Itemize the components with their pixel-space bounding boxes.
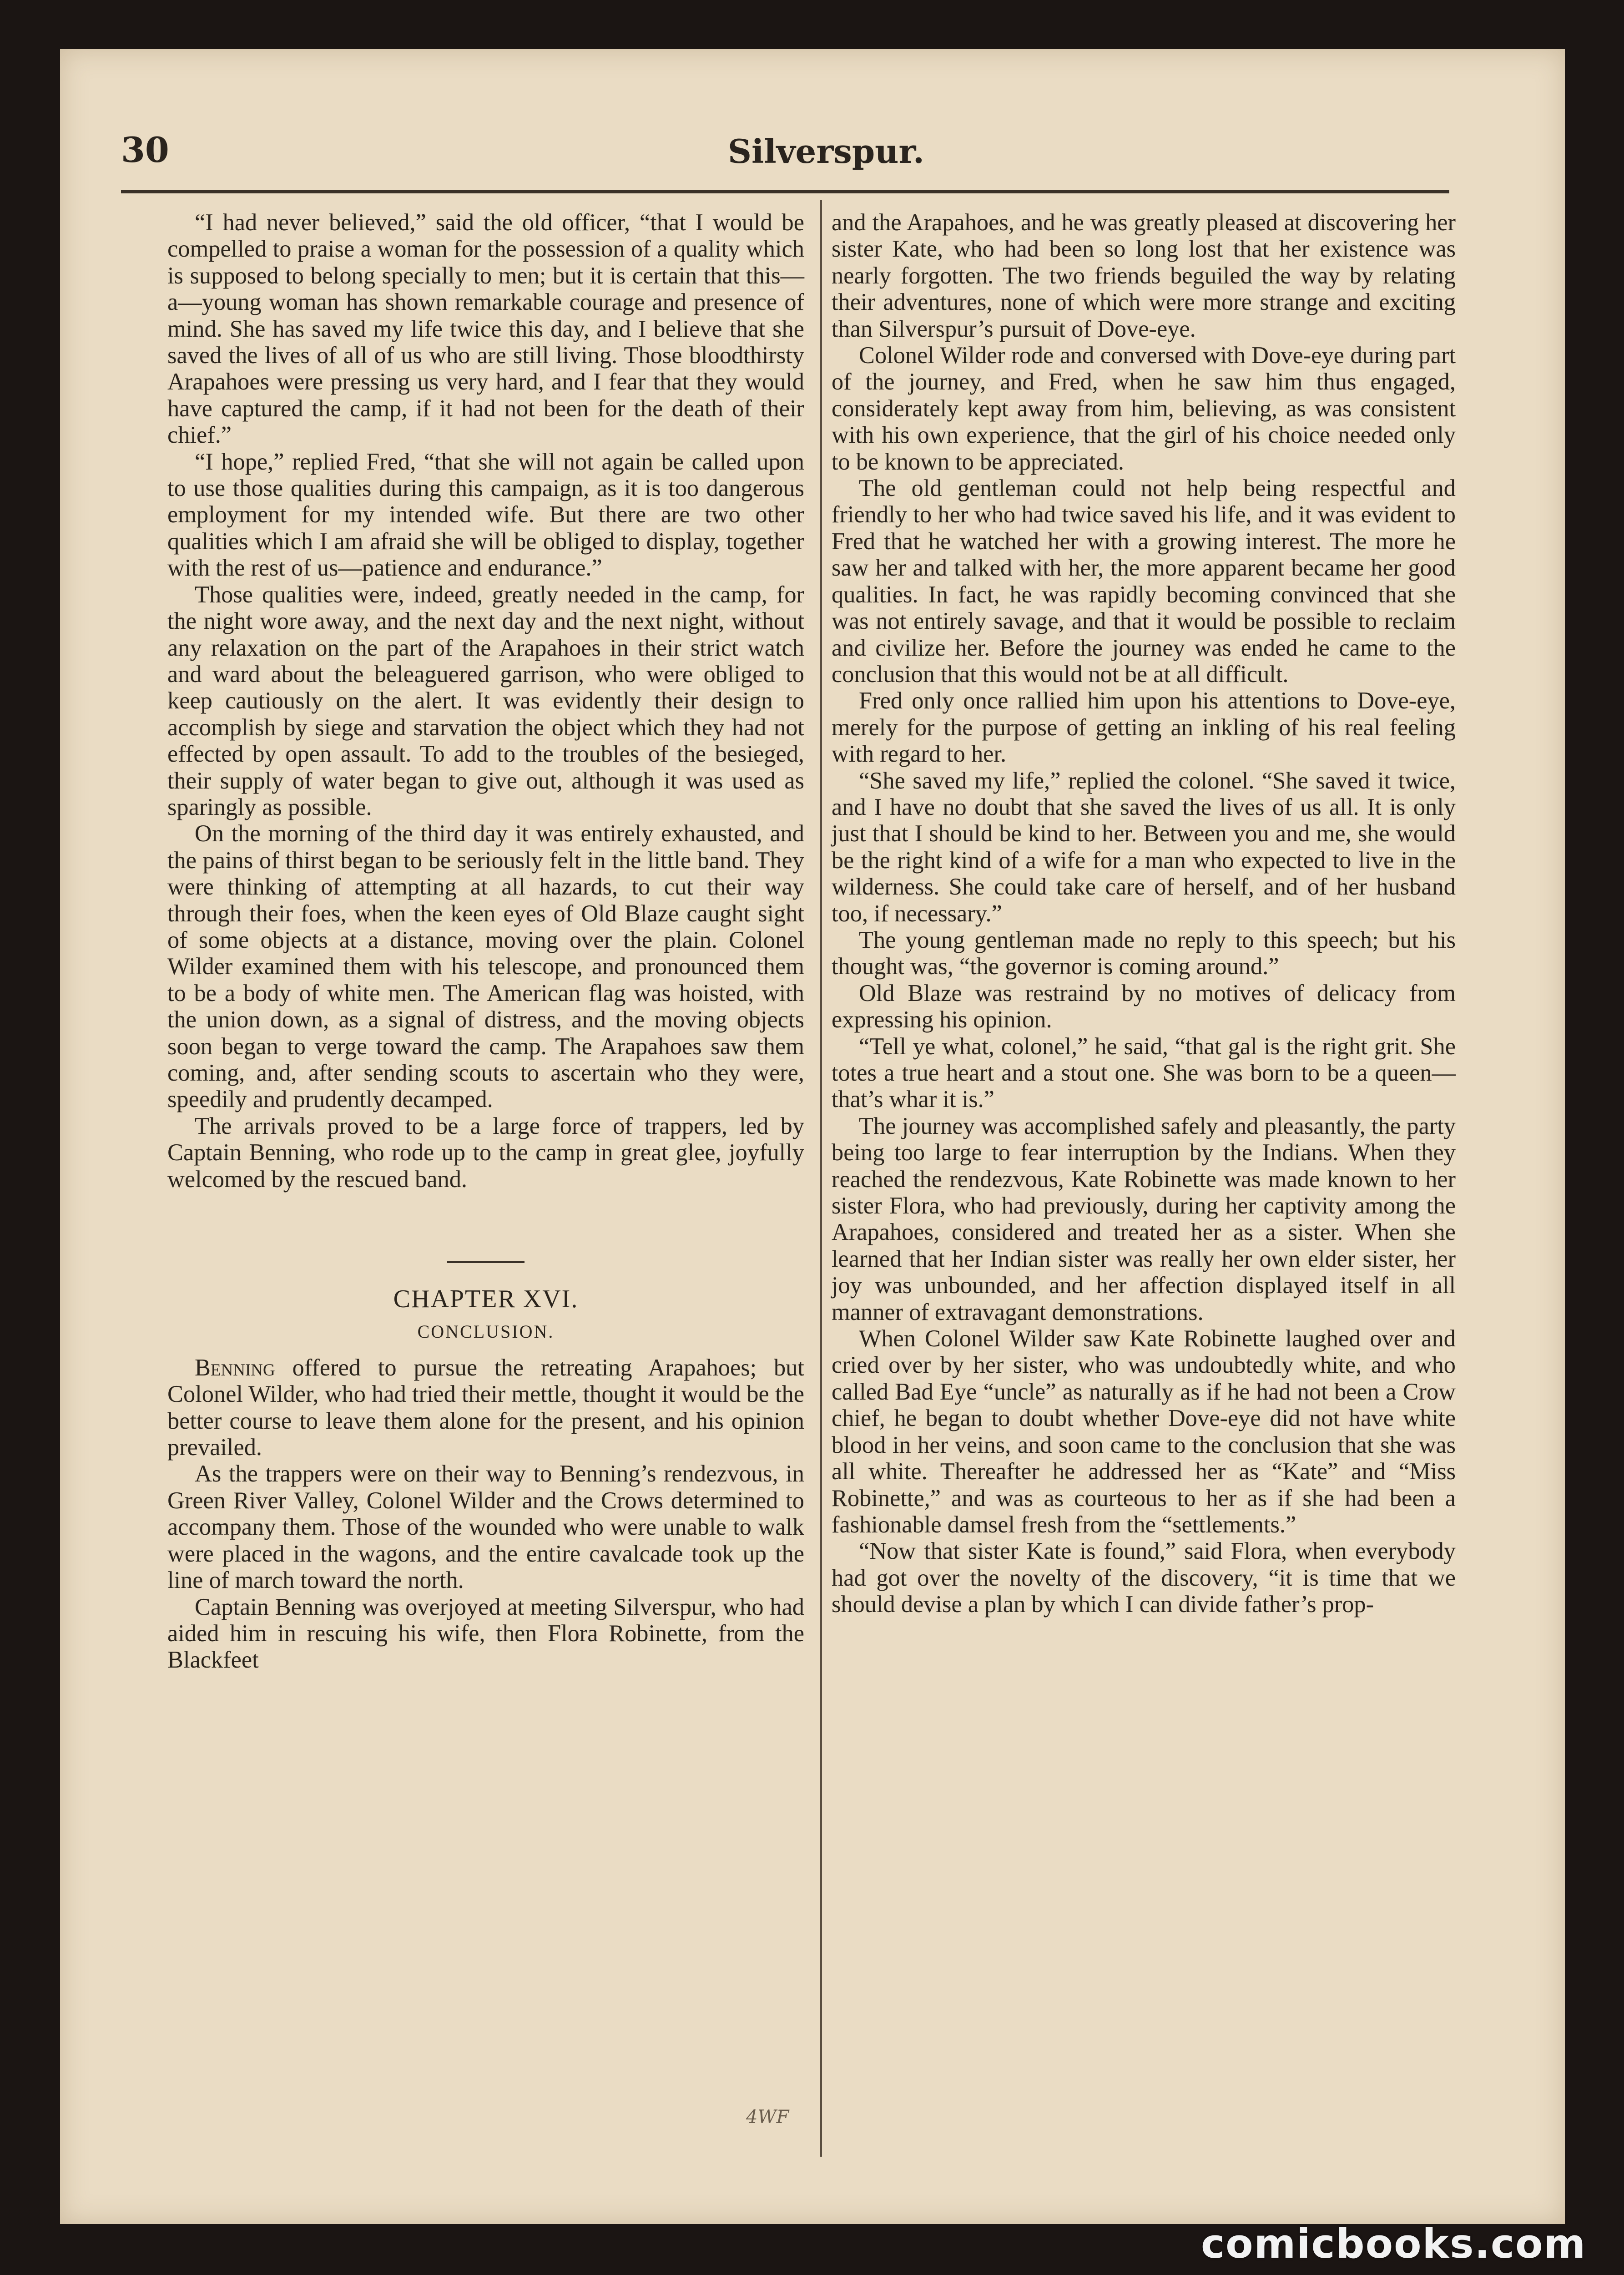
- paragraph: Captain Benning was overjoyed at meeting Silverspur, who had aided him in rescuing his wife, then Flora Robinette, from the Blackfeet: [167, 1593, 804, 1673]
- running-title: Silverspur.: [728, 132, 924, 171]
- paragraph: The young gentleman made no reply to this speech; but his thought was, “the governor is coming around.”: [832, 926, 1456, 980]
- paragraph: When Colonel Wilder saw Kate Robinette laughed over and cried over by her sister, who was undoubtedly white, and who called Bad Eye “uncle” as naturally as if he had not been a Crow chief, he began to doubt whether Dove-eye did not have white blood in her veins, and soon came to the conclusion that she was all white. Thereafter he addressed her as “Kate” and “Miss Robinette,” and was as courteous to her as if she had been a fashionable damsel fresh from the “settlements.”: [832, 1325, 1456, 1538]
- paragraph: “I had never believed,” said the old officer, “that I would be compelled to praise a woman for the possession of a quality which is supposed to belong specially to men; but it is certain that this—a—young woman has shown remarkable courage and presence of mind. She has saved my life twice this day, and I believe that she saved the lives of all of us who are still living. Those bloodthirsty Arapahoes were pressing us very hard, and I fear that they would have captured the camp, if it had not been for the death of their chief.”: [167, 209, 804, 449]
- right-column: [832, 209, 1456, 1618]
- lead-word: Benning: [195, 1354, 275, 1381]
- paragraph: and the Arapahoes, and he was greatly pleased at discovering her sister Kate, who had been so long lost that her existence was nearly forgotten. The two friends beguiled the way by relating their adventures, none of which were more strange and exciting than Silverspur’s pursuit of Dove-eye.: [832, 209, 1456, 342]
- paragraph: “She saved my life,” replied the colonel. “She saved it twice, and I have no doubt that she saved the lives of us all. It is only just that I should be kind to her. Between you and me, she would be the right kind of a wife for a man who expected to live in the wilderness. She could take care of herself, and of her husband too, if necessary.”: [832, 767, 1456, 927]
- paragraph: The journey was accomplished safely and pleasantly, the party being too large to fear interruption by the Indians. When they reached the rendezvous, Kate Robinette was made known to her sister Flora, who had previously, during her captivity among the Arapahoes, considered and treated her as a sister. When she learned that her Indian sister was really her own elder sister, her joy was unbounded, and her affection displayed itself in all manner of extravagant demonstrations.: [832, 1112, 1456, 1325]
- paragraph: “Tell ye what, colonel,” he said, “that gal is the right grit. She totes a true heart and a stout one. She was born to be a queen—that’s whar it is.”: [832, 1033, 1456, 1113]
- paragraph: Colonel Wilder rode and conversed with Dove-eye during part of the journey, and Fred, when he saw him thus engaged, considerately kept away from him, believing, as was consistent with his own experience, that the girl of his choice needed only to be known to be appreciated.: [832, 342, 1456, 475]
- chapter-subtitle: CONCLUSION.: [417, 1321, 555, 1342]
- paragraph: The old gentleman could not help being respectful and friendly to her who had twice saved his life, and it was evident to Fred that he watched her with a growing interest. The more he saw her and talked with her, the more apparent became her good qualities. In fact, he was rapidly becoming convinced that she was not entirely savage, and that it would be possible to reclaim and civilize her. Before the journey was ended he came to the conclusion that this would not be at all difficult.: [832, 475, 1456, 688]
- printer-mark: 4WF: [746, 2107, 789, 2128]
- header-rule: [121, 190, 1449, 193]
- page-number: 30: [121, 130, 169, 170]
- paragraph: “Now that sister Kate is found,” said Flora, when everybody had got over the novelty of the discovery, “it is time that we should devise a plan by which I can divide father’s prop-: [832, 1538, 1456, 1618]
- paragraph-text: offered to pursue the retreating Arapahoes; but Colonel Wilder, who had tried their mettle, thought it would be the better course to leave them alone for the present, and his opinion prevailed.: [167, 1354, 804, 1461]
- left-column: [167, 209, 804, 1673]
- chapter-title: CHAPTER XVI.: [393, 1285, 579, 1314]
- paragraph: “I hope,” replied Fred, “that she will not again be called upon to use those qualities during this campaign, as it is too dangerous employment for my intended wife. But there are two other qualities which I am afraid she will be obliged to display, together with the rest of us—patience and endurance.”: [167, 448, 804, 581]
- column-divider: [820, 200, 822, 2157]
- paragraph: The arrivals proved to be a large force of trappers, led by Captain Benning, who rode up to the camp in great glee, joyfully welcomed by the rescued band.: [167, 1112, 804, 1193]
- watermark: comicbooks.com: [1201, 2220, 1587, 2267]
- paragraph: Those qualities were, indeed, greatly needed in the camp, for the night wore away, and the next day and the next night, without any relaxation on the part of the Arapahoes in their strict watch and ward about the beleaguered garrison, who were obliged to keep cautiously on the alert. It was evidently their design to accomplish by siege and starvation the object which they had not effected by open assault. To add to the troubles of the besieged, their supply of water began to give out, although it was used as sparingly as possible.: [167, 581, 804, 820]
- chapter-rule: [447, 1261, 525, 1263]
- paragraph: [167, 1355, 804, 1461]
- paragraph: Old Blaze was restraind by no motives of delicacy from expressing his opinion.: [832, 980, 1456, 1033]
- paragraph: As the trappers were on their way to Benning’s rendezvous, in Green River Valley, Colonel Wilder and the Crows determined to accompany them. Those of the wounded who were unable to walk were placed in the wagons, and the entire cavalcade took up the line of march toward the north.: [167, 1461, 804, 1594]
- paragraph: On the morning of the third day it was entirely exhausted, and the pains of thirst began to be seriously felt in the little band. They were thinking of attempting at all hazards, to cut their way through their foes, when the keen eyes of Old Blaze caught sight of some objects at a distance, moving over the plain. Colonel Wilder examined them with his telescope, and pronounced them to be a body of white men. The American flag was hoisted, with the union down, as a signal of distress, and the moving objects soon began to verge toward the camp. The Arapahoes saw them coming, and, after sending scouts to ascertain who they were, speedily and prudently decamped.: [167, 820, 804, 1113]
- paragraph: Fred only once rallied him upon his attentions to Dove-eye, merely for the purpose of getting an inkling of his real feeling with regard to her.: [832, 688, 1456, 768]
